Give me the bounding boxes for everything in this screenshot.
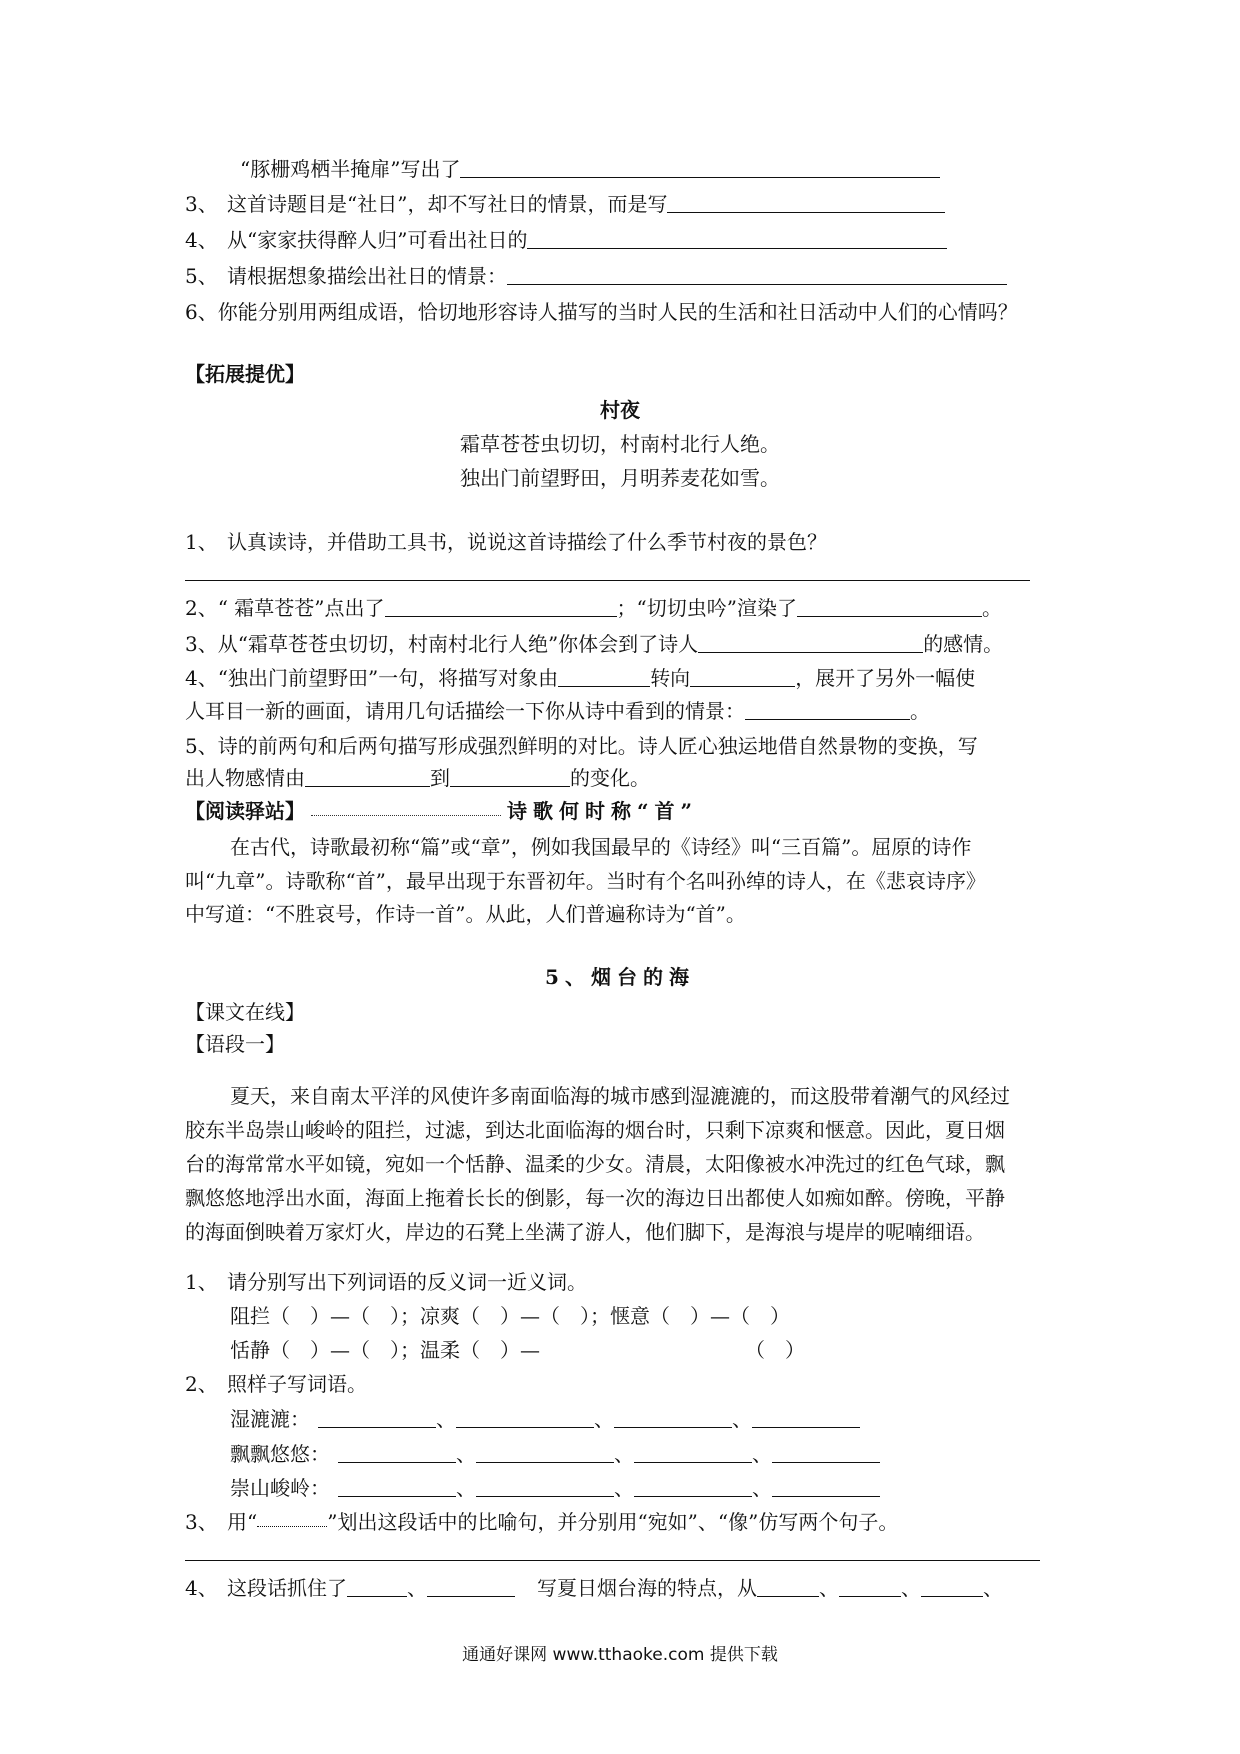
answer-blank[interactable] bbox=[450, 766, 570, 787]
lesson-question-2 bbox=[185, 1370, 367, 1398]
answer-blank[interactable] bbox=[460, 157, 940, 178]
tuozhan-question-4 bbox=[185, 664, 975, 692]
separator: 、 bbox=[407, 1576, 427, 1600]
separator: 、 bbox=[456, 1476, 476, 1500]
answer-blank[interactable] bbox=[839, 1576, 901, 1597]
question-text: 2、“ 霜草苍苍”点出了 bbox=[185, 596, 385, 620]
answer-blank[interactable] bbox=[772, 1442, 880, 1463]
passage-line: 胶东半岛崇山峻岭的阻拦，过滤，到达北面临海的烟台时，只剩下凉爽和惬意。因此，夏日烟 bbox=[185, 1118, 1005, 1142]
question-3 bbox=[185, 190, 945, 218]
answer-blank[interactable] bbox=[634, 1442, 752, 1463]
question-text: 从“家家扶得醉人归”可看出社日的 bbox=[227, 228, 528, 252]
pattern-word: 飘飘悠悠： bbox=[230, 1442, 330, 1466]
answer-blank[interactable] bbox=[558, 666, 650, 687]
separator: 、 bbox=[436, 1407, 456, 1431]
word-pattern-row bbox=[230, 1474, 880, 1502]
answer-blank[interactable] bbox=[338, 1476, 456, 1497]
answer-blank[interactable] bbox=[476, 1476, 614, 1497]
separator: 、 bbox=[752, 1442, 772, 1466]
question-line bbox=[240, 155, 940, 183]
answer-blank[interactable] bbox=[305, 766, 430, 787]
tuozhan-question-2 bbox=[185, 594, 1002, 622]
answer-blank[interactable] bbox=[667, 192, 945, 213]
tuozhan-question-4-cont bbox=[185, 697, 930, 725]
section-heading-duan: 【语段一】 bbox=[185, 1032, 285, 1056]
question-text: 到 bbox=[430, 766, 450, 790]
question-text: 请根据想象描绘出社日的情景： bbox=[227, 264, 507, 288]
answer-blank[interactable] bbox=[476, 1442, 614, 1463]
answer-blank[interactable] bbox=[752, 1407, 860, 1428]
question-number: 1、 bbox=[185, 530, 218, 554]
question-text: 。 bbox=[910, 699, 930, 723]
section-heading-online: 【课文在线】 bbox=[185, 1000, 305, 1024]
question-text: 转向 bbox=[650, 666, 691, 690]
separator: 、 bbox=[456, 1442, 476, 1466]
question-text: 写夏日烟台海的特点，从 bbox=[537, 1576, 757, 1600]
passage-line: 夏天，来自南太平洋的风使许多南面临海的城市感到湿漉漉的，而这股带着潮气的风经过 bbox=[230, 1084, 1010, 1108]
antonym-row bbox=[230, 1336, 805, 1364]
question-number: 1、 bbox=[185, 1270, 218, 1294]
answer-blank[interactable] bbox=[527, 228, 947, 249]
answer-blank[interactable] bbox=[614, 1407, 732, 1428]
word-pattern-row bbox=[230, 1440, 880, 1468]
lesson-question-4 bbox=[185, 1574, 1003, 1602]
pattern-word: 崇山峻岭： bbox=[230, 1476, 330, 1500]
question-text: 5、诗的前两句和后两句描写形成强烈鲜明的对比。诗人匠心独运地借自然景物的变换，写 bbox=[185, 734, 978, 758]
poem-title: 村夜 bbox=[600, 398, 640, 422]
answer-blank[interactable] bbox=[507, 264, 1007, 285]
question-number: 4、 bbox=[185, 1576, 218, 1600]
reading-title: 诗歌何时称“首” bbox=[507, 799, 699, 823]
answer-blank[interactable] bbox=[921, 1576, 983, 1597]
question-text: ”划出这段话中的比喻句，并分别用“宛如”、“像”仿写两个句子。 bbox=[327, 1510, 899, 1534]
answer-blank[interactable] bbox=[745, 699, 910, 720]
answer-blank[interactable] bbox=[347, 1576, 407, 1597]
passage-line: 飘悠悠地浮出水面，海面上拖着长长的倒影，每一次的海边日出都使人如痴如醉。傍晚，平静 bbox=[185, 1186, 1005, 1210]
question-text: 4、“独出门前望野田”一句，将描写对象由 bbox=[185, 666, 559, 690]
question-text: 恬静（ ）—（ ）；温柔（ ）— bbox=[230, 1338, 540, 1362]
separator: 、 bbox=[614, 1442, 634, 1466]
question-5 bbox=[185, 262, 1007, 290]
antonym-row: 阻拦（ ）—（ ）；凉爽（ ）—（ ）；惬意（ ）—（ ） bbox=[230, 1304, 790, 1328]
question-text: 的感情。 bbox=[923, 632, 1004, 656]
tuozhan-question-5 bbox=[185, 732, 978, 760]
question-text: 用“ bbox=[227, 1510, 258, 1534]
answer-blank[interactable] bbox=[797, 596, 982, 617]
poem-line: 霜草苍苍虫切切，村南村北行人绝。 bbox=[460, 432, 780, 456]
question-text: 照样子写词语。 bbox=[227, 1372, 367, 1396]
answer-blank[interactable] bbox=[427, 1576, 515, 1597]
separator: 、 bbox=[614, 1476, 634, 1500]
dotted-leader bbox=[311, 797, 501, 816]
question-text: 6、你能分别用两组成语，恰切地形容诗人描写的当时人民的生活和社日活动中人们的心情吗？ bbox=[185, 300, 1018, 324]
question-text: ，展开了另外一幅使 bbox=[795, 666, 976, 690]
separator: 、 bbox=[983, 1576, 1003, 1600]
reading-paragraph-line: 在古代，诗歌最初称“篇”或“章”，例如我国最早的《诗经》叫“三百篇”。屈原的诗作 bbox=[230, 835, 972, 859]
passage-line: 的海面倒映着万家灯火，岸边的石凳上坐满了游人，他们脚下，是海浪与堤岸的呢喃细语。 bbox=[185, 1220, 985, 1244]
separator: 、 bbox=[752, 1476, 772, 1500]
answer-blank[interactable] bbox=[634, 1476, 752, 1497]
question-number: 5、 bbox=[185, 264, 218, 288]
answer-blank[interactable] bbox=[698, 632, 923, 653]
wavy-underline-sample bbox=[257, 1518, 327, 1527]
answer-blank[interactable] bbox=[318, 1407, 436, 1428]
question-text: 出人物感情由 bbox=[185, 766, 305, 790]
section-heading-tuozhan: 【拓展提优】 bbox=[185, 362, 305, 386]
separator: 、 bbox=[732, 1407, 752, 1431]
question-number: 3、 bbox=[185, 1510, 218, 1534]
reading-paragraph-line: 叫“九章”。诗歌称“首”，最早出现于东晋初年。当时有个名叫孙绰的诗人，在《悲哀诗序》 bbox=[185, 869, 986, 893]
lesson-question-3 bbox=[185, 1508, 898, 1536]
answer-line[interactable] bbox=[185, 580, 1030, 581]
question-text: 这首诗题目是“社日”，却不写社日的情景，而是写 bbox=[227, 192, 668, 216]
question-text: （ ） bbox=[745, 1338, 805, 1362]
lesson-question-1 bbox=[185, 1268, 587, 1296]
reading-paragraph-line: 中写道：“不胜哀号，作诗一首”。从此，人们普遍称诗为“首”。 bbox=[185, 902, 746, 926]
answer-blank[interactable] bbox=[385, 596, 617, 617]
answer-blank[interactable] bbox=[456, 1407, 594, 1428]
answer-blank[interactable] bbox=[690, 666, 795, 687]
question-4 bbox=[185, 226, 947, 254]
separator: 、 bbox=[901, 1576, 921, 1600]
word-pattern-row bbox=[230, 1405, 860, 1433]
question-number: 4、 bbox=[185, 228, 218, 252]
separator: 、 bbox=[819, 1576, 839, 1600]
question-6 bbox=[185, 298, 1018, 326]
section-heading-yuedu: 【阅读驿站】 bbox=[185, 799, 305, 823]
question-text: 认真读诗，并借助工具书，说说这首诗描绘了什么季节村夜的景色？ bbox=[227, 530, 827, 554]
poem-line: 独出门前望野田，月明荞麦花如雪。 bbox=[460, 466, 780, 490]
question-number: 2、 bbox=[185, 1372, 218, 1396]
answer-blank[interactable] bbox=[757, 1576, 819, 1597]
question-number: 3、 bbox=[185, 192, 218, 216]
question-text: 人耳目一新的画面，请用几句话描绘一下你从诗中看到的情景： bbox=[185, 699, 745, 723]
separator: 、 bbox=[594, 1407, 614, 1431]
answer-blank[interactable] bbox=[772, 1476, 880, 1497]
tuozhan-question-1 bbox=[185, 528, 827, 556]
question-text: 。 bbox=[981, 596, 1002, 620]
question-text: ；“切切虫吟”渲染了 bbox=[616, 596, 797, 620]
pattern-word: 湿漉漉： bbox=[230, 1407, 310, 1431]
question-text: 这段话抓住了 bbox=[227, 1576, 347, 1600]
question-text: 的变化。 bbox=[570, 766, 650, 790]
answer-line[interactable] bbox=[185, 1560, 1040, 1561]
page-footer: 通通好课网 www.tthaoke.com 提供下载 bbox=[462, 1645, 778, 1665]
lesson-title: 5、烟台的海 bbox=[545, 965, 695, 989]
reading-station-header bbox=[185, 797, 698, 825]
question-text: 3、从“霜草苍苍虫切切，村南村北行人绝”你体会到了诗人 bbox=[185, 632, 699, 656]
tuozhan-question-3 bbox=[185, 630, 1003, 658]
question-text: 请分别写出下列词语的反义词一近义词。 bbox=[227, 1270, 587, 1294]
passage-line: 台的海常常水平如镜，宛如一个恬静、温柔的少女。清晨，太阳像被水冲洗过的红色气球，飘 bbox=[185, 1152, 1005, 1176]
question-text: “豚栅鸡栖半掩扉”写出了 bbox=[240, 157, 461, 181]
answer-blank[interactable] bbox=[338, 1442, 456, 1463]
tuozhan-question-5-cont bbox=[185, 764, 650, 792]
